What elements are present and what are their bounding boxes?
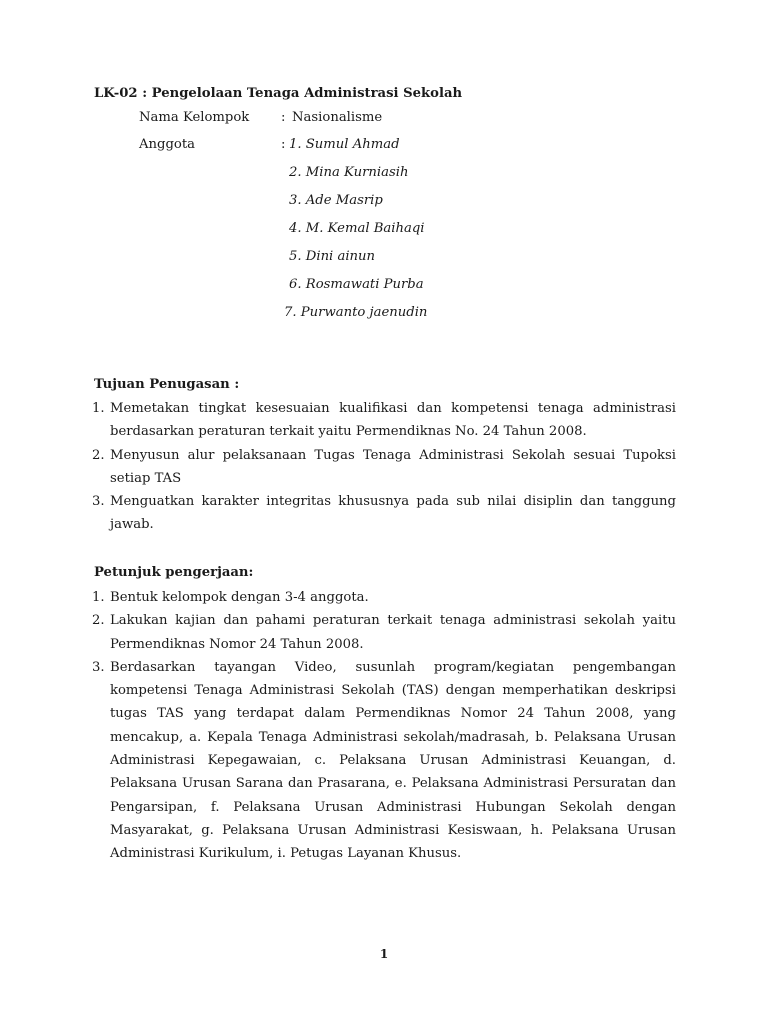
member-item: 4. M. Kemal Baihaqi <box>289 221 425 236</box>
list-text: Menyusun alur pelaksanaan Tugas Tenaga Administrasi Sekolah sesuai Tupoksi setiap TAS <box>110 447 676 486</box>
list-text: Memetakan tingkat kesesuaian kualifikasi dan kompetensi tenaga administrasi berdasarkan peraturan terkait yaitu Permendiknas No. 24 Tahun 2008. <box>110 401 676 440</box>
list-number: 2. <box>92 447 105 463</box>
page-number: 1 <box>379 947 389 961</box>
list-number: 2. <box>92 613 105 629</box>
list-text: Lakukan kajian dan pahami peraturan terkait tenaga administrasi sekolah yaitu Permendiknas Nomor 24 Tahun 2008. <box>110 613 676 652</box>
list-number: 3. <box>92 659 105 675</box>
list-number: 1. <box>92 590 105 605</box>
list-text: Berdasarkan tayangan Video, susunlah program/kegiatan pengembangan kompetensi Tenaga Administrasi Sekolah (TAS) dengan memperhatikan deskripsi tugas TAS yang terdapat dalam Permendiknas Nomor 24 Tahun 2008, yang mencakup, a. Kepala Tenaga Administrasi sekolah/madrasah, b. Pelaksana Urusan Administrasi Kepegawaian, c. Pelaksana Urusan Administrasi Keuangan, d. Pelaksana Urusan Sarana dan Prasarana, e. Pelaksana Administrasi Persuratan dan Pengarsipan, f. Pelaksana Urusan Administrasi Hubungan Sekolah dengan Masyarakat, g. Pelaksana Urusan Administrasi Kesiswaan, h. Pelaksana Urusan Administrasi Kurikulum, i. Petugas Layanan Khusus. <box>110 659 676 862</box>
list-text: Menguatkan karakter integritas khususnya pada sub nilai disiplin dan tanggung jawab. <box>110 494 676 533</box>
member-item: 3. Ade Masrip <box>289 193 383 208</box>
tujuan-heading: Tujuan Penugasan : <box>94 377 240 392</box>
list-item <box>94 490 676 537</box>
group-name-label: Nama Kelompok <box>139 110 250 125</box>
list-number: 1. <box>92 401 105 416</box>
member-item: 5. Dini ainun <box>289 249 376 264</box>
list-item <box>94 656 676 866</box>
list-item <box>94 397 676 444</box>
list-number: 3. <box>92 494 105 510</box>
members-colon: : <box>281 137 286 152</box>
member-item: 7. Purwanto jaenudin <box>284 305 428 320</box>
member-item: 2. Mina Kurniasih <box>289 165 409 180</box>
list-item <box>94 609 676 656</box>
member-item: 1. Sumul Ahmad <box>289 137 400 152</box>
member-item: 6. Rosmawati Purba <box>289 277 424 292</box>
list-item <box>94 586 676 609</box>
petunjuk-heading: Petunjuk pengerjaan: <box>94 565 254 580</box>
group-name-value: Nasionalisme <box>292 110 383 125</box>
document-title: LK-02 : Pengelolaan Tenaga Administrasi Sekolah <box>94 86 463 101</box>
tujuan-list <box>94 397 676 537</box>
group-name-colon: : <box>281 110 286 125</box>
list-item <box>94 444 676 491</box>
petunjuk-list <box>94 586 676 866</box>
list-text: Bentuk kelompok dengan 3-4 anggota. <box>110 590 369 605</box>
members-label: Anggota <box>139 137 196 152</box>
